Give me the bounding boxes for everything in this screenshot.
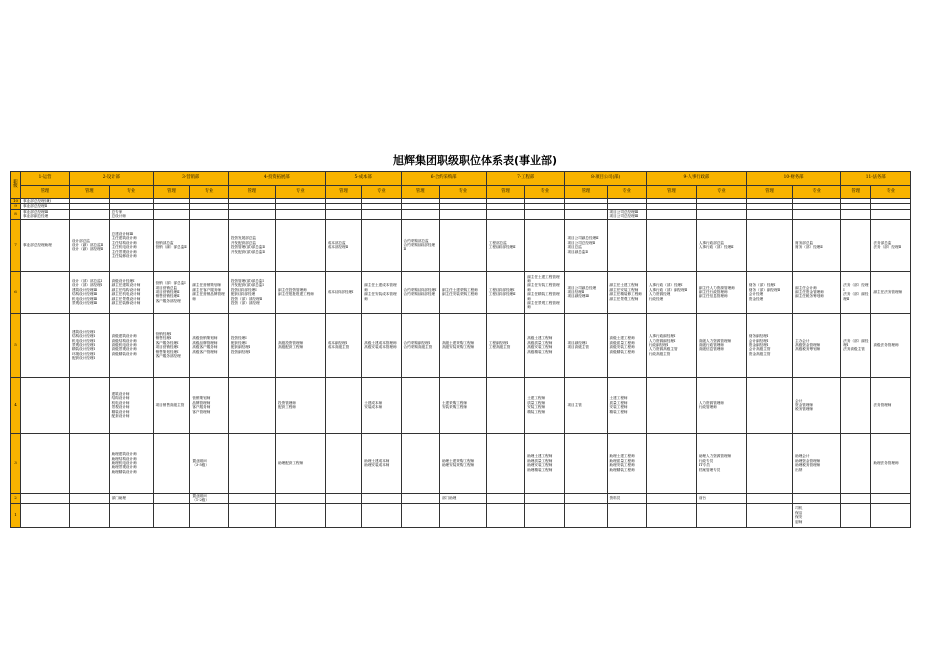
position-cell (565, 209, 607, 219)
position-cell (793, 209, 841, 219)
position-cell: 法务管理师 (871, 377, 911, 433)
position-cell: 部门助理 (109, 493, 153, 503)
sheet-title: 旭辉集团职级职位体系表(事业部) (392, 154, 558, 167)
position-cell (21, 271, 70, 313)
position-cell (646, 209, 696, 219)
position-cell (69, 433, 109, 493)
department-header: 5-成本部 (325, 172, 401, 186)
specialist-subheader: 专业 (525, 186, 565, 199)
position-cell: 建筑设计师 结构设计师 机电设计师 景观设计师 精装设计师 配套设计师 (109, 377, 153, 433)
position-cell: 事业部总经理Ⅲ 事业部副总经理 (21, 209, 70, 219)
position-cell (401, 209, 439, 219)
position-cell: 司机 保洁 保安 厨师 (793, 503, 841, 527)
position-cell: 资料员 (607, 493, 646, 503)
position-cell: 成本部总监 成本部经理Ⅱ (325, 219, 362, 271)
position-cell: 人事行政（部）经理Ⅰ 人事行政（部）副经理Ⅱ 人力资源经理 行政经理 (646, 271, 696, 313)
position-cell (228, 503, 275, 527)
position-cell: 投资经理Ⅰ 配套经理Ⅰ 配套副经理Ⅰ 投资副经理Ⅰ (228, 313, 275, 377)
level-cell: 7 (11, 219, 21, 271)
position-cell: 助理人力资源管理师 行政专员 IT专员 档案管理专员 (696, 433, 746, 493)
position-cell: 法务（部）副经理Ⅰ 法务高级主管 (841, 313, 871, 377)
position-cell: 土建工程师 质量工程师 安装工程师 精装工程师 (525, 377, 565, 433)
position-cell (362, 219, 401, 271)
position-cell: 助理法务管理师 (871, 433, 911, 493)
position-cell: 部门助理 (439, 493, 486, 503)
position-cell (565, 433, 607, 493)
position-cell (276, 503, 326, 527)
management-subheader: 管理 (746, 186, 792, 199)
position-cell: 置业顾问 （3-5级） (190, 433, 228, 493)
position-cell: 副主任会计师 副主任资金管理师 副主任税务筹划师 (793, 271, 841, 313)
management-subheader: 管理 (401, 186, 439, 199)
position-cell: 高级人力资源管理师 高级行政管理师 高级信息管理师 (696, 313, 746, 377)
position-cell (746, 493, 792, 503)
position-cell (746, 209, 792, 219)
position-cell (401, 493, 439, 503)
specialist-subheader: 专业 (190, 186, 228, 199)
department-header: 9-人事行政部 (646, 172, 746, 186)
specialist-subheader: 专业 (871, 186, 911, 199)
position-cell (21, 313, 70, 377)
position-cell (841, 377, 871, 433)
level-cell: 9 (11, 204, 21, 209)
department-header: 11-法务部 (841, 172, 911, 186)
position-cell: 项目销售高级主管 (153, 377, 190, 433)
position-cell: 法务部总监 法务（部）经理Ⅱ (871, 219, 911, 271)
position-cell: 项目公司总经理Ⅲ 项目公司总经理Ⅲ (607, 209, 646, 219)
position-cell: 工程副经理Ⅰ 工程高级主管 (486, 313, 524, 377)
position-cell (21, 493, 70, 503)
position-cell: 副主任土建工程师 副主任安装工程师 副主任精装修工程师 副主任景观工程师 (607, 271, 646, 313)
position-cell (525, 493, 565, 503)
position-cell (486, 493, 524, 503)
position-cell (486, 433, 524, 493)
position-cell (525, 503, 565, 527)
position-cell (228, 377, 275, 433)
position-cell (153, 433, 190, 493)
table-row (11, 219, 950, 271)
position-cell: 主办会计 高级资金管理师 高级税务筹划师 (793, 313, 841, 377)
position-cell (401, 377, 439, 433)
position-cell: 副主任法务管理师 (871, 271, 911, 313)
department-header: 10-财务部 (746, 172, 840, 186)
management-subheader: 管理 (486, 186, 524, 199)
management-subheader: 管理 (153, 186, 190, 199)
position-cell: 财务副经理Ⅰ 会计副经理Ⅰ 资金副经理Ⅰ 会计高级主管 资金高级主管 (746, 313, 792, 377)
position-system-table (10, 171, 950, 528)
position-cell (401, 503, 439, 527)
position-cell: 营销策划师 品牌管理师 客户服务师 客户管理师 (190, 377, 228, 433)
position-cell: 会计 资金管理师 税务管理师 (793, 377, 841, 433)
position-cell: 合约采购部总监 合约采购(副)部经理Ⅱ (401, 219, 439, 271)
position-cell (362, 209, 401, 219)
position-cell: 建筑设计经理Ⅰ 结构设计经理Ⅰ 机电设计经理Ⅰ 景观设计经理Ⅰ 精装设计经理Ⅰ 环境设计经理Ⅰ 配套设计经理Ⅰ (69, 313, 109, 377)
position-cell: 前台 (696, 493, 746, 503)
position-cell (646, 219, 696, 271)
position-cell: 项目副经理Ⅰ 项目高级主管 (565, 313, 607, 377)
department-header: 1-运营 (21, 172, 70, 186)
position-cell (746, 503, 792, 527)
position-cell (276, 493, 326, 503)
specialist-subheader: 专业 (276, 186, 326, 199)
level-cell: 6 (11, 271, 21, 313)
position-cell (190, 219, 228, 271)
position-cell: 副主任土建工程管理师 副主任安装工程管理师 副主任精装工程管理师 副主任景观工程管理师 (525, 271, 565, 313)
table-row (11, 377, 950, 433)
position-cell (439, 209, 486, 219)
position-cell: 助理建筑设计师 助理结构设计师 助理机电设计师 助理景观设计师 助理精装设计师 (109, 433, 153, 493)
position-cell (190, 503, 228, 527)
position-cell (228, 433, 275, 493)
position-cell (190, 209, 228, 219)
position-cell: 人事行政部总监 人事行政（部）经理Ⅱ (696, 219, 746, 271)
position-cell: 副主任投资管理师 副主任报批报建工程师 (276, 271, 326, 313)
management-subheader: 管理 (21, 186, 70, 199)
department-header: 6-合约采购部 (401, 172, 486, 186)
position-cell: 高级设计经理Ⅰ 副主任建筑设计师 副主任结构设计师 副主任机电设计师 副主任景观设计师 副主任装修设计师 (109, 271, 153, 313)
position-cell: 高级土建工程师 高级质量工程师 高级安装工程师 高级精装工程师 (525, 313, 565, 377)
position-cell: 高级土建成本管理师 高级安装成本管理师 (362, 313, 401, 377)
position-cell: 营销（部）部总监Ⅰ 项目营销总监 项目营销经理Ⅱ 销售营销经理Ⅱ 客户服务部经理 (153, 271, 190, 313)
position-cell (871, 493, 911, 503)
position-cell: 成本(部)部经理Ⅰ (325, 271, 362, 313)
position-cell (565, 493, 607, 503)
level-cell: 2 (11, 493, 21, 503)
position-cell: 助理土建成本师 助理安装成本师 (362, 433, 401, 493)
position-cell: 人事行政副经理Ⅰ 人力资源副经理Ⅰ 行政副经理Ⅰ 人力资源高级主管 行政高级主管 (646, 313, 696, 377)
position-cell (109, 503, 153, 527)
position-cell (746, 219, 792, 271)
table-row (11, 313, 950, 377)
position-cell: 工程(部)部经理Ⅰ 工程(部)部经理Ⅱ (486, 271, 524, 313)
position-cell (646, 493, 696, 503)
position-cell (871, 503, 911, 527)
position-cell (325, 503, 362, 527)
position-cell (696, 503, 746, 527)
position-cell: 助理土建工程师 助理质量工程师 助理安装工程师 助理精装工程师 (525, 433, 565, 493)
position-cell (841, 433, 871, 493)
position-cell (21, 503, 70, 527)
position-cell (362, 503, 401, 527)
position-cell (746, 377, 792, 433)
position-cell (646, 503, 696, 527)
management-subheader: 管理 (325, 186, 362, 199)
position-cell: 人力资源管理师 行政管理师 (696, 377, 746, 433)
department-header: 3-营销部 (153, 172, 228, 186)
position-cell: 助理土建采购工程师 助理安装采购工程师 (439, 433, 486, 493)
position-cell: 助理土建工程师 助理质量工程师 助理安装工程师 助理精装工程师 (607, 433, 646, 493)
position-cell: 高级法务管理师 (871, 313, 911, 377)
management-subheader: 管理 (69, 186, 109, 199)
position-cell: 高级土建工程师 高级质量工程师 高级安装工程师 高级精装工程师 (607, 313, 646, 377)
position-cell: 项目公司副总经理 项目经理Ⅱ 项目副经理Ⅲ (565, 271, 607, 313)
specialist-subheader: 专业 (696, 186, 746, 199)
position-cell (841, 493, 871, 503)
position-cell (153, 493, 190, 503)
position-cell: 总建设计师Ⅲ 主任建筑设计师 主任结构设计师 主任机电设计师 主任景观设计师 主任装修设计师 (109, 219, 153, 271)
position-cell (525, 219, 565, 271)
level-cell: 10 (11, 199, 21, 204)
position-cell (69, 377, 109, 433)
position-cell: 副主任土建采购工程师 副主任安装采购工程师 (439, 271, 486, 313)
position-cell (696, 209, 746, 219)
position-cell (276, 219, 326, 271)
position-cell (607, 219, 646, 271)
position-cell: 副主任营销策划师 副主任客户服务师 副主任营销品牌管理师 (190, 271, 228, 313)
position-cell: 土建采购工程师 安装采购工程师 (439, 377, 486, 433)
level-cell: 3 (11, 433, 21, 493)
specialist-subheader: 专业 (793, 186, 841, 199)
position-cell (793, 493, 841, 503)
position-cell: 成本副经理Ⅰ 成本高级主管 (325, 313, 362, 377)
level-cell: 4 (11, 377, 21, 433)
position-cell (325, 377, 362, 433)
position-cell (841, 209, 871, 219)
position-cell: 设计部总监 设计（副）部总监Ⅱ 设计（副）部经理Ⅱ (69, 219, 109, 271)
position-cell: 副主任人力资源管理师 副主任行政管理师 副主任信息管理师 (696, 271, 746, 313)
position-cell: 投资管理师 配套工程师 (276, 377, 326, 433)
position-cell (276, 209, 326, 219)
specialist-subheader: 专业 (362, 186, 401, 199)
position-cell: 高级营销策划师 高级品牌管理师 高级客户服务师 高级客户管理师 (190, 313, 228, 377)
position-cell: 助理会计 助理资金管理师 助理税务管理师 出纳 (793, 433, 841, 493)
position-cell: 土建成本师 安装成本师 (362, 377, 401, 433)
position-cell (325, 493, 362, 503)
position-cell: 高级投资管理师 高级配套工程师 (276, 313, 326, 377)
level-cell: 8 (11, 209, 21, 219)
position-cell (153, 503, 190, 527)
position-cell: 合约采购副经理Ⅰ 合约采购高级主管 (401, 313, 439, 377)
position-cell: 助理配套工程师 (276, 433, 326, 493)
position-cell (325, 209, 362, 219)
position-cell (607, 503, 646, 527)
position-cell: 总专家 总设计师 (109, 209, 153, 219)
position-cell (439, 503, 486, 527)
position-cell: 财务（部）经理Ⅰ 财务（部）副经理Ⅱ 会计经理 资金经理 (746, 271, 792, 313)
position-cell (486, 503, 524, 527)
specialist-subheader: 专业 (109, 186, 153, 199)
position-cell (525, 209, 565, 219)
position-cell (153, 209, 190, 219)
position-cell (362, 493, 401, 503)
specialist-subheader: 专业 (439, 186, 486, 199)
position-cell (69, 493, 109, 503)
position-cell: 事业部总经理(兼) (21, 199, 70, 204)
position-cell: 财务部总监 财务（部）经理Ⅱ (793, 219, 841, 271)
management-subheader: 管理 (646, 186, 696, 199)
position-cell (841, 219, 871, 271)
management-subheader: 管理 (565, 186, 607, 199)
position-cell: 工程部总监 工程(副)部经理Ⅱ (486, 219, 524, 271)
position-cell: 营销部总监 营销（副）部总监Ⅱ (153, 219, 190, 271)
level-cell: 1 (11, 503, 21, 527)
position-cell (228, 493, 275, 503)
level-cell: 5 (11, 313, 21, 377)
position-cell (565, 503, 607, 527)
position-cell: 置业顾问 （1-2级） (190, 493, 228, 503)
department-header: 2-设计部 (69, 172, 153, 186)
position-cell (69, 503, 109, 527)
position-cell (21, 433, 70, 493)
level-header: 职级 (11, 172, 21, 199)
position-cell: 营销经理Ⅰ 销售经理Ⅰ 客户服务经理Ⅰ 项目营销经理Ⅰ 销售策划经理Ⅰ 客户服务部经理 (153, 313, 190, 377)
position-cell: 设计（部）部总监Ⅰ 设计（部）部经理Ⅰ 建筑设计经理Ⅲ 结构设计经理Ⅲ 机电设计经理Ⅲ 景观设计经理Ⅲ (69, 271, 109, 313)
position-cell (486, 209, 524, 219)
position-cell: 事业部总经理Ⅱ (21, 204, 70, 209)
specialist-subheader: 专业 (607, 186, 646, 199)
position-cell (646, 433, 696, 493)
position-cell (69, 209, 109, 219)
position-cell (401, 433, 439, 493)
position-cell: 法务（部）经理Ⅰ 法务（部）副经理Ⅱ (841, 271, 871, 313)
position-cell: 投资管理(部)部总监Ⅰ 开发配套(部)部总监Ⅰ 投资(部)部经理Ⅰ 配套(部)部经理 投资（部）部经理Ⅱ 投资（部）部经理 (228, 271, 275, 313)
position-cell: 项目主管 (565, 377, 607, 433)
department-header: 8-项目公司(部) (565, 172, 646, 186)
position-cell: 事业部总经理助理 (21, 219, 70, 271)
position-cell: 高级建筑设计师 高级结构设计师 高级机电设计师 高级景观设计师 高级精装设计师 (109, 313, 153, 377)
position-cell (439, 219, 486, 271)
management-subheader: 管理 (841, 186, 871, 199)
position-cell (21, 377, 70, 433)
management-subheader: 管理 (228, 186, 275, 199)
position-cell (871, 209, 911, 219)
position-cell: 副主任土建成本管理师 副主任安装成本管理师 (362, 271, 401, 313)
position-cell (646, 377, 696, 433)
position-cell (325, 433, 362, 493)
table-row (11, 433, 950, 493)
position-cell: 高级土建采购工程师 高级安装采购工程师 (439, 313, 486, 377)
position-cell (228, 209, 275, 219)
position-cell: 投资发展部总监 开发配套部总监 投资管理(部)部总监Ⅱ 开发配套(部)部总监Ⅱ (228, 219, 275, 271)
department-header: 7-工程部 (486, 172, 565, 186)
table-row (11, 209, 950, 219)
table-row (11, 271, 950, 313)
position-cell: 土建工程师 质量工程师 安装工程师 精装工程师 (607, 377, 646, 433)
table-row (11, 493, 950, 503)
position-cell: 合约采购(部)部经理Ⅰ 合约采购(副)部经理 (401, 271, 439, 313)
position-cell (746, 433, 792, 493)
table-row (11, 503, 950, 527)
department-header: 4-投资拓展部 (228, 172, 325, 186)
position-cell: 项目公司副总经理Ⅱ 项目公司总经理Ⅱ 项目总监 项目副总监Ⅱ (565, 219, 607, 271)
position-cell (486, 377, 524, 433)
position-cell (841, 503, 871, 527)
